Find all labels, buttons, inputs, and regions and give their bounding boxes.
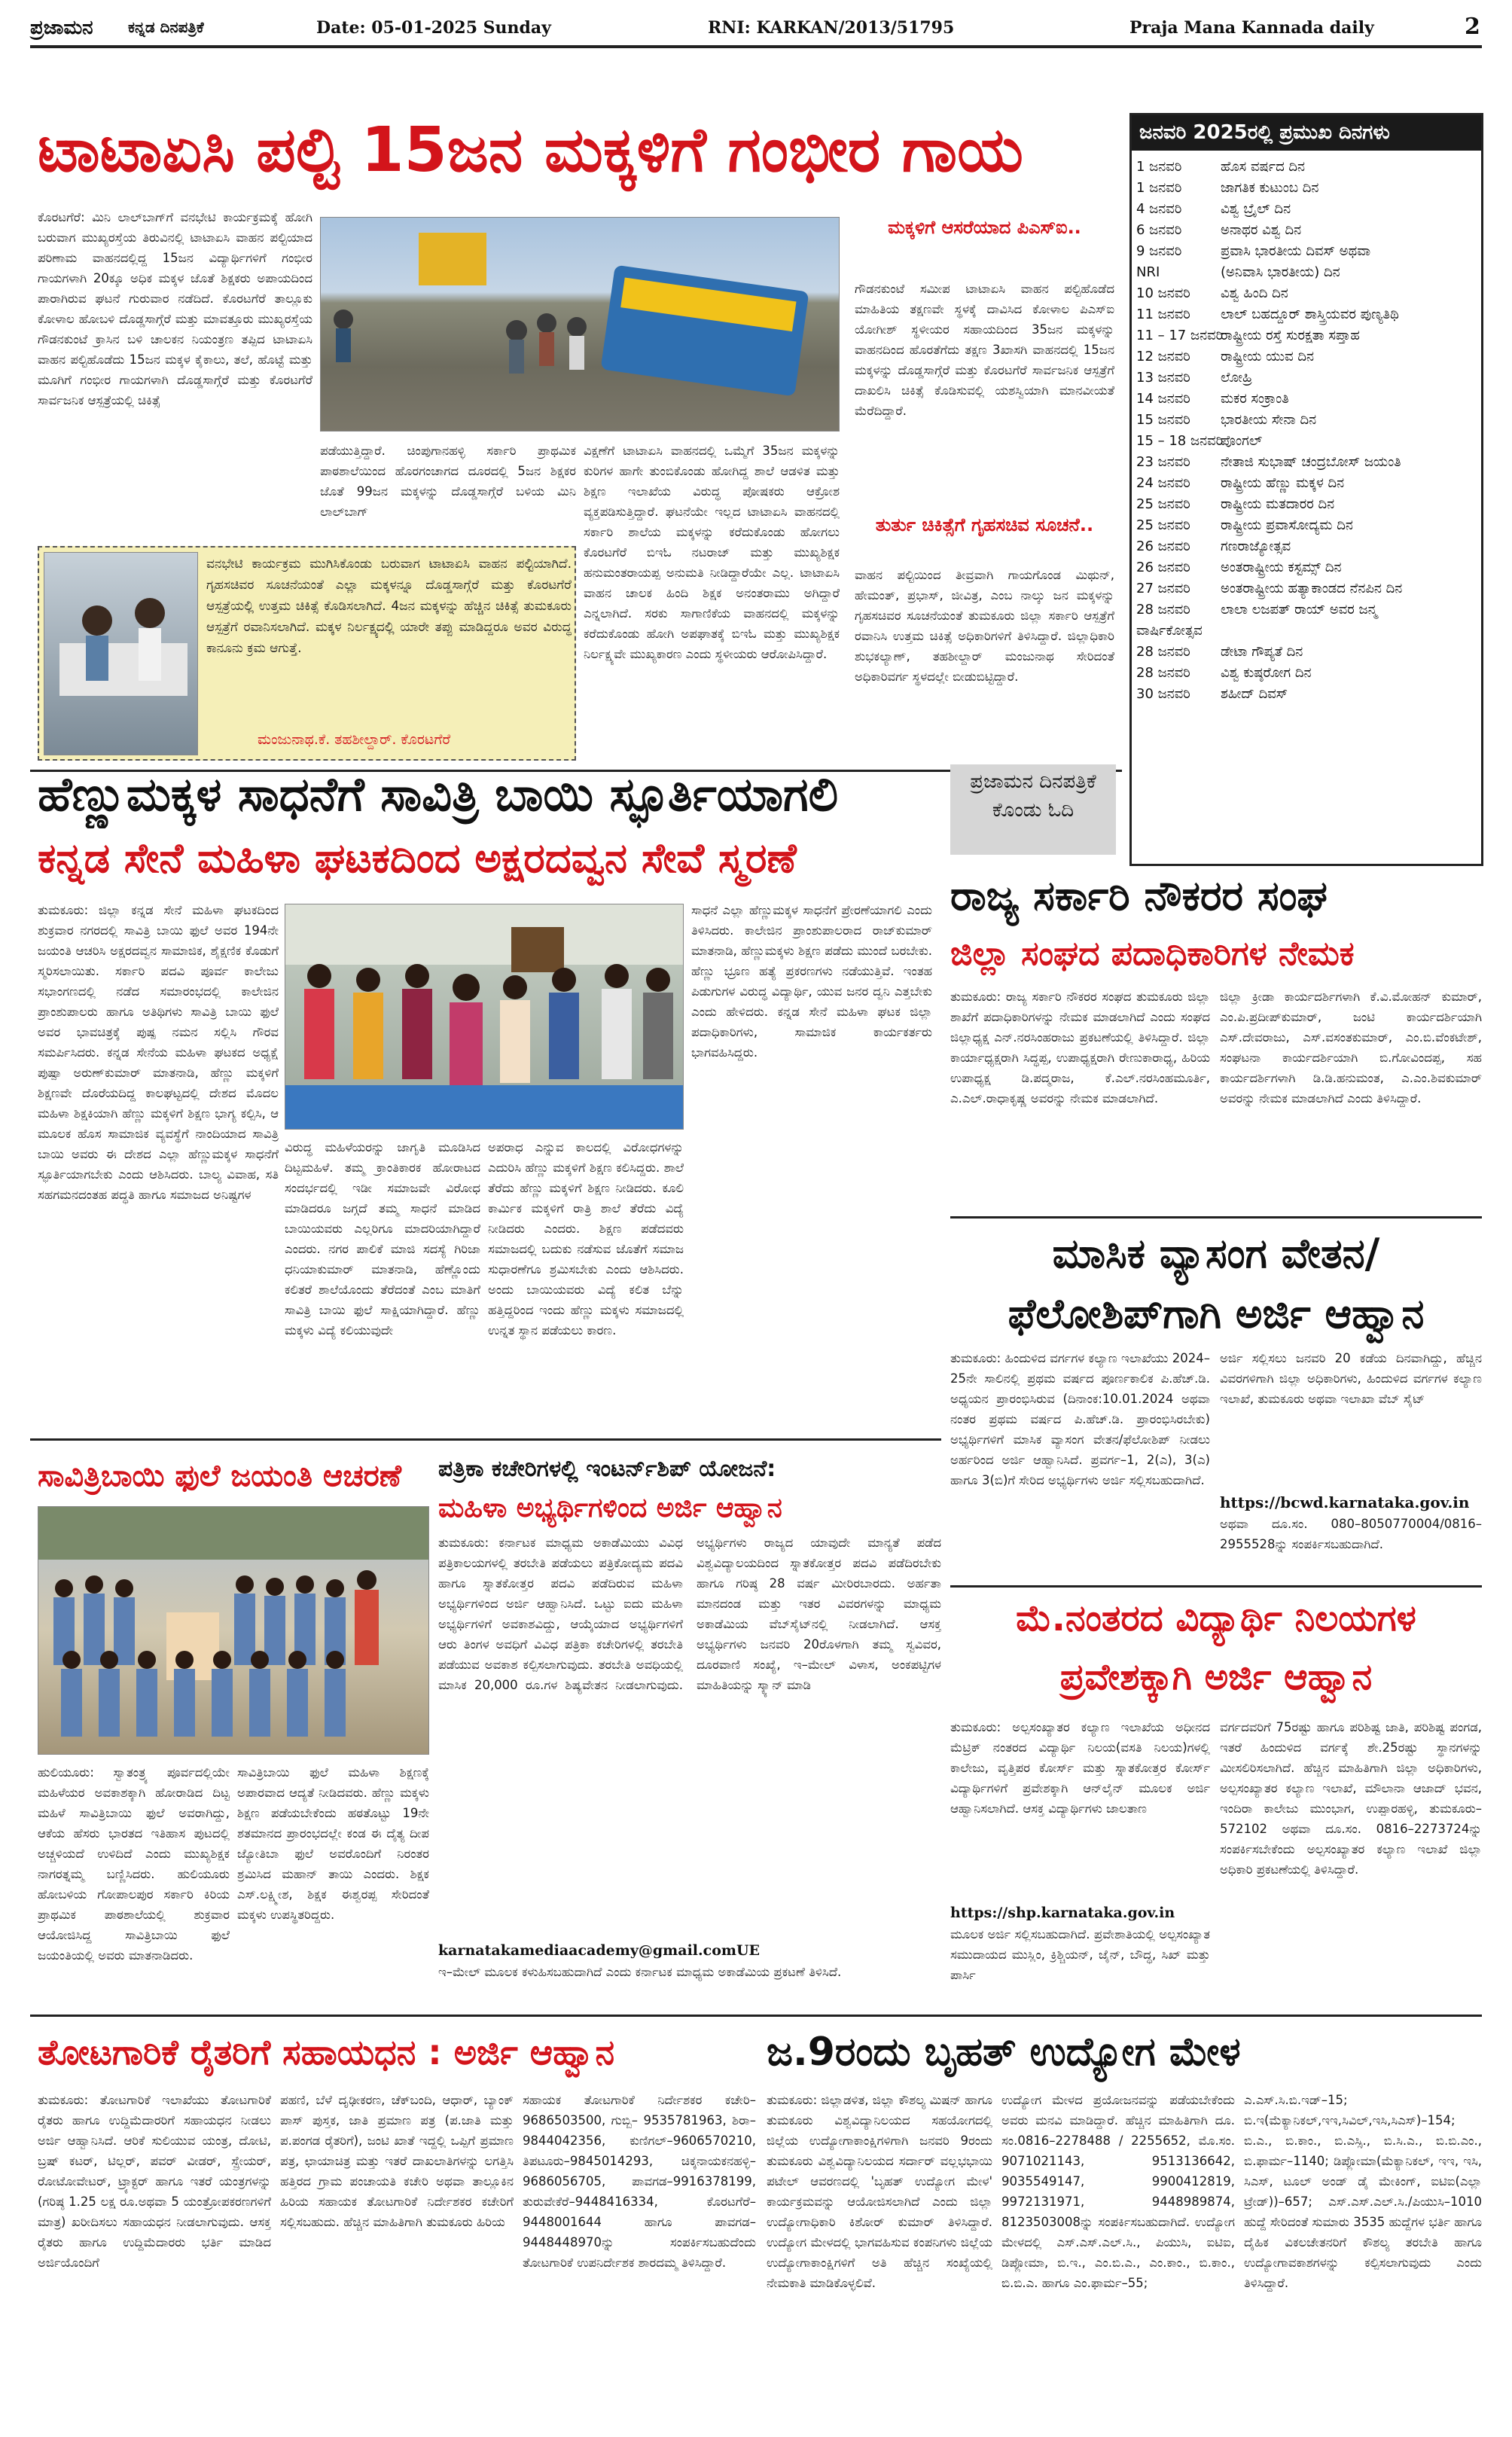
- calendar-date: 15 – 18 ಜನವರಿ: [1136, 433, 1224, 449]
- calendar-date: 25 ಜನವರಿ: [1136, 496, 1190, 512]
- savitribai-event-photo: [285, 904, 684, 1130]
- story1-side-text2: ವಾಹನ ಪಲ್ಟಿಯಿಂದ ತೀವ್ರವಾಗಿ ಗಾಯಗೊಂಡ ಮಿಥುನ್, ಹೇಮಂತ್, ಪ್ರಭಾಸ್, ಜೀವಿತ್ರ, ಎಂಬ ನಾಲ್ಕು ಜನ ಮಕ್ಕಳನ್ನು ಗೃಹಸಚಿವರ ಸೂಚನೆಯಂತೆ ತುಮಕೂರು ಜಿಲ್ಲಾ ಸರ್ಕಾರಿ ಆಸ್ಪತ್ರೆಗೆ ರವಾನಿಸಿ ಉತ್ತಮ ಚಿಕಿತ್ಸೆ ಅಧಿಕಾರಿಗಳಿಗೆ ತಿಳಿಸಿದ್ದಾರೆ. ಜಿಲ್ಲಾಧಿಕಾರಿ ಶುಭಕಲ್ಯಾಣ್, ತಹಶೀಲ್ದಾರ್ ಮಂಜುನಾಥ ಸೇರಿದಂತೆ ಅಧಿಕಾರಿವರ್ಗ ಸ್ಥಳದಲ್ಲೇ ಬೀಡುಬಿಟ್ಟಿದ್ದಾರೆ.: [855, 568, 1114, 684]
- story5-col1: ತುಮಕೂರು: ಅಲ್ಪಸಂಖ್ಯಾತರ ಕಲ್ಯಾಣ ಇಲಾಖೆಯ ಅಧೀನದ ಮೆಟ್ರಿಕ್ ನಂತರದ ವಿದ್ಯಾರ್ಥಿ ನಿಲಯ(ವಸತಿ ನಿಲಯ)ಗಳಲ್ಲಿ ಕಾಲೇಜು, ವೃತ್ತಿಪರ ಕೋರ್ಸ್ ಮತ್ತು ಸ್ನಾತಕೋತ್ತರ ಕೋರ್ಸ್ ವಿದ್ಯಾರ್ಥಿಗಳಿಗೆ ಪ್ರವೇಶಕ್ಕಾಗಿ ಆನ್‌ಲೈನ್ ಮೂಲಕ ಅರ್ಜಿ ಆಹ್ವಾನಿಸಲಾಗಿದೆ. ಆಸಕ್ತ ವಿದ್ಯಾರ್ಥಿಗಳು ಜಾಲತಾಣ: [950, 1720, 1210, 1816]
- accident-photo: [320, 217, 840, 432]
- school-children-photo: [38, 1506, 429, 1755]
- calendar-row: [1132, 304, 1481, 325]
- story5-col2: ವರ್ಗದವರಿಗೆ 75ರಷ್ಟು ಹಾಗೂ ಪರಿಶಿಷ್ಟ ಜಾತಿ, ಪರಿಶಿಷ್ಟ ಪಂಗಡ, ಇತರೆ ಹಿಂದುಳಿದ ವರ್ಗಕ್ಕೆ ಶೇ.25ರಷ್ಟು ಸ್ಥಾನಗಳನ್ನು ಮೀಸಲಿರಿಸಲಾಗಿದೆ. ಹೆಚ್ಚಿನ ಮಾಹಿತಿಗಾಗಿ ಜಿಲ್ಲಾ ಅಧಿಕಾರಿಗಳು, ಅಲ್ಪಸಂಖ್ಯಾತರ ಕಲ್ಯಾಣ ಇಲಾಖೆ, ಮೌಲಾನಾ ಆಜಾದ್ ಭವನ, ಇಂದಿರಾ ಕಾಲೇಜು ಮುಂಭಾಗ, ಉಪ್ಪಾರಹಳ್ಳಿ, ತುಮಕೂರು–572102 ಅಥವಾ ದೂ.ಸಂ. 0816–2273724ನ್ನು ಸಂಪರ್ಕಿಸಬೇಕೆಂದು ಅಲ್ಪಸಂಖ್ಯಾತರ ಕಲ್ಯಾಣ ಇಲಾಖೆ ಜಿಲ್ಲಾ ಅಧಿಕಾರಿ ಪ್ರಕಟಣೆಯಲ್ಲಿ ತಿಳಿಸಿದ್ದಾರೆ.: [1220, 1720, 1482, 1877]
- calendar-row: [1132, 368, 1481, 389]
- calendar-row: [1132, 621, 1481, 642]
- calendar-event: ಲೋಹ್ರಿ: [1221, 370, 1253, 386]
- calendar-date: 24 ಜನವರಿ: [1136, 475, 1190, 491]
- calendar-event: ಅಂತರಾಷ್ಟ್ರೀಯ ಹತ್ಯಾಕಾಂಡದ ನೆನಪಿನ ದಿನ: [1221, 581, 1403, 596]
- story1-quote-byline: ಮಂಜುನಾಥ.ಕೆ. ತಹಶೀಲ್ದಾರ್. ಕೊರಟಗೆರೆ: [258, 731, 451, 748]
- calendar-row: [1132, 157, 1481, 178]
- calendar-event: ಗಣರಾಜ್ಯೋತ್ಸವ: [1221, 538, 1291, 554]
- story1-quote-box: [38, 546, 576, 761]
- calendar-row: [1132, 283, 1481, 304]
- calendar-date: 13 ಜನವರಿ: [1136, 370, 1190, 386]
- story9-col1: ತುಮಕೂರು: ಜಿಲ್ಲಾಡಳಿತ, ಜಿಲ್ಲಾ ಕೌಶಲ್ಯ ಮಿಷನ್ ಹಾಗೂ ತುಮಕೂರು ವಿಶ್ವವಿದ್ಯಾನಿಲಯದ ಸಹಯೋಗದಲ್ಲಿ ಜಿಲ್ಲೆಯ ಉದ್ಯೋಗಾಕಾಂಕ್ಷಿಗಳಿಗಾಗಿ ಜನವರಿ 9ರಂದು ತುಮಕೂರು ವಿಶ್ವವಿದ್ಯಾನಿಲಯದ ಸರ್ದಾರ್ ವಲ್ಲಭಭಾಯಿ ಪಟೇಲ್ ಆವರಣದಲ್ಲಿ 'ಬೃಹತ್ ಉದ್ಯೋಗ ಮೇಳ' ಕಾರ್ಯಕ್ರಮವನ್ನು ಆಯೋಜಿಸಲಾಗಿದೆ ಎಂದು ಜಿಲ್ಲಾ ಉದ್ಯೋಗಾಧಿಕಾರಿ ಕಿಶೋರ್ ಕುಮಾರ್ ತಿಳಿಸಿದ್ದಾರೆ. ಉದ್ಯೋಗ ಮೇಳದಲ್ಲಿ ಭಾಗವಹಿಸುವ ಕಂಪನಿಗಳು ಜಿಲ್ಲೆಯ ಉದ್ಯೋಗಾಕಾಂಕ್ಷಿಗಳಿಗೆ ಅತಿ ಹೆಚ್ಚಿನ ಸಂಖ್ಯೆಯಲ್ಲಿ ನೇಮಕಾತಿ ಮಾಡಿಕೊಳ್ಳಲಿವೆ.: [767, 2093, 992, 2290]
- calendar-event: ವಿಶ್ವ ಕುಷ್ಠರೋಗ ದಿನ: [1221, 665, 1312, 681]
- story4-col1: ತುಮಕೂರು: ಹಿಂದುಳಿದ ವರ್ಗಗಳ ಕಲ್ಯಾಣ ಇಲಾಖೆಯು 2024–25ನೇ ಸಾಲಿನಲ್ಲಿ ಪ್ರಥಮ ವರ್ಷದ ಪೂರ್ಣಕಾಲಿಕ ಪಿ.ಹೆಚ್.ಡಿ. ಅಧ್ಯಯನ ಪ್ರಾರಂಭಿಸಿರುವ (ದಿನಾಂಕ:10.01.2024 ಅಥವಾ ನಂತರ ಪ್ರಥಮ ವರ್ಷದ ಪಿ.ಹೆಚ್.ಡಿ. ಪ್ರಾರಂಭಿಸಿರಬೇಕು) ಅಭ್ಯರ್ಥಿಗಳಿಗೆ ಮಾಸಿಕ ವ್ಯಾಸಂಗ ವೇತನ/ಫೆಲೋಶಿಪ್ ನೀಡಲು ಅರ್ಹರಿಂದ ಅರ್ಜಿ ಆಹ್ವಾನಿಸಿದೆ. ಪ್ರವರ್ಗ–1, 2(ಎ), 3(ಎ) ಹಾಗೂ 3(ಬಿ)ಗೆ ಸೇರಿದ ಅಭ್ಯರ್ಥಿಗಳು ಅರ್ಜಿ ಸಲ್ಲಿಸಬಹುದಾಗಿದೆ.: [950, 1351, 1210, 1487]
- calendar-event: ರಾಷ್ಟ್ರೀಯ ಯುವ ದಿನ: [1221, 349, 1315, 364]
- calendar-event: ರಾಷ್ಟ್ರೀಯ ರಸ್ತೆ ಸುರಕ್ಷತಾ ಸಪ್ತಾಹ: [1221, 328, 1360, 343]
- calendar-event: ಡೇಟಾ ಗೌಪ್ಯತೆ ದಿನ: [1221, 644, 1303, 660]
- story5-col1b: ಮೂಲಕ ಅರ್ಜಿ ಸಲ್ಲಿಸಬಹುದಾಗಿದೆ. ಪ್ರವೇಶಾತಿಯಲ್ಲಿ ಅಲ್ಪಸಂಖ್ಯಾತ ಸಮುದಾಯದ ಮುಸ್ಲಿಂ, ಕ್ರಿಶ್ಚಿಯನ್, ಜೈನ್, ಬೌದ್ಧ, ಸಿಖ್ ಮತ್ತು ಪಾರ್ಸಿ: [950, 1927, 1210, 1982]
- calendar-date: 11 – 17 ಜನವರಿ: [1136, 328, 1224, 343]
- story4-headline: ಮಾಸಿಕ ವ್ಯಾಸಂಗ ವೇತನ/ ಫೆಲೋಶಿಪ್‌ಗಾಗಿ ಅರ್ಜಿ ಆಹ್ವಾನ: [1007, 1230, 1425, 1337]
- calendar-date: 23 ಜನವರಿ: [1136, 454, 1190, 470]
- story7-headline: ಪತ್ರಿಕಾ ಕಚೇರಿಗಳಲ್ಲಿ ಇಂಟರ್ನ್‌ಶಿಪ್ ಯೋಜನೆ:: [438, 1456, 776, 1482]
- story1-side-text: ಗೌಡನಕುಂಟೆ ಸಮೀಪ ಟಾಟಾಏಸಿ ವಾಹನ ಪಲ್ಟಿಹೊಡೆದ ಮಾಹಿತಿಯ ತಕ್ಷಣವೇ ಸ್ಥಳಕ್ಕೆ ದಾವಿಸಿದ ಕೋಳಾಲ ಪಿಎಸ್ಐ ಯೋಗೀಶ್ ಸ್ಥಳೀಯರ ಸಹಾಯದಿಂದ 35ಜನ ಮಕ್ಕಳನ್ನು ವಾಹನದಿಂದ ಹೊರತೆಗೆದು ತಕ್ಷಣ 3ಖಾಸಗಿ ವಾಹನದಲ್ಲಿ 15ಜನ ಮಕ್ಕಳನ್ನು ದೊಡ್ಡಸಾಗ್ಗೆರೆ ಮತ್ತು ಕೊರಟಗೆರೆ ಸಾರ್ವಜನಿಕ ಆಸ್ಪತ್ರೆಗೆ ದಾಖಲಿಸಿ ಚಿಕಿತ್ಸೆ ಕೊಡಿಸುವಲ್ಲಿ ಯಶಸ್ವಿಯಾಗಿ ಮಾನವೀಯತೆ ಮೆರೆದಿದ್ದಾರೆ.: [855, 282, 1114, 418]
- masthead: [30, 14, 1483, 44]
- calendar-date: 14 ಜನವರಿ: [1136, 391, 1190, 407]
- calendar-event: ವಿಶ್ವ ಬ್ರೈಲ್ ದಿನ: [1221, 201, 1291, 217]
- story2-subhead: ಕನ್ನಡ ಸೇನೆ ಮಹಿಳಾ ಘಟಕದಿಂದ ಅಕ್ಷರದವ್ವನ ಸೇವೆ ಸ್ಮರಣೆ: [38, 834, 797, 882]
- calendar-event: ರಾಷ್ಟ್ರೀಯ ಪ್ರವಾಸೋದ್ಯಮ ದಿನ: [1221, 517, 1353, 533]
- calendar-event: ಮಕರ ಸಂಕ್ರಾಂತಿ: [1221, 391, 1289, 407]
- calendar-event: ಲಾಲ್ ಬಹದ್ದೂರ್ ಶಾಸ್ತ್ರಿಯವರ ಪುಣ್ಯತಿಥಿ: [1221, 307, 1399, 322]
- calendar-date: 30 ಜನವರಿ: [1136, 686, 1190, 702]
- story4-col2-wrap: [1220, 1348, 1482, 1581]
- story3-subhead: ಜಿಲ್ಲಾ ಸಂಘದ ಪದಾಧಿಕಾರಿಗಳ ನೇಮಕ: [950, 935, 1355, 973]
- calendar-row: [1132, 663, 1481, 684]
- calendar-row: [1132, 325, 1481, 346]
- calendar-date: 28 ಜನವರಿ: [1136, 665, 1190, 681]
- story1-col2: ಪಡೆಯುತ್ತಿದ್ದಾರೆ. ಚಿಂಪುಗಾನಹಳ್ಳಿ ಸರ್ಕಾರಿ ಪ್ರಾಥಮಿಕ ಪಾಠಶಾಲೆಯಿಂದ ಹೊರಗಂಚಾಗದ ದೂರದಲ್ಲಿ 5ಜನ ಶಿಕ್ಷಕರ ಜೊತೆ 99ಜನ ಮಕ್ಕಳನ್ನು ದೊಡ್ಡಸಾಗ್ಗೆರೆ ಬಳಿಯ ಮಿನಿ ಲಾಲ್‌ಬಾಗ್: [320, 444, 576, 519]
- calendar-event: ಲಾಲಾ ಲಜಪತ್ ರಾಯ್ ಅವರ ಜನ್ಮ: [1221, 602, 1378, 618]
- story3-col1: ತುಮಕೂರು: ರಾಜ್ಯ ಸರ್ಕಾರಿ ನೌಕರರ ಸಂಘದ ತುಮಕೂರು ಜಿಲ್ಲಾ ಶಾಖೆಗೆ ಪದಾಧಿಕಾರಿಗಳನ್ನು ನೇಮಕ ಮಾಡಲಾಗಿದೆ ಎಂದು ಸಂಘದ ಜಿಲ್ಲಾಧ್ಯಕ್ಷ ಎನ್.ನರಸಿಂಹರಾಜು ಪ್ರಕಟಣೆಯಲ್ಲಿ ತಿಳಿಸಿದ್ದಾರೆ. ಜಿಲ್ಲಾ ಕಾರ್ಯಾಧ್ಯಕ್ಷರಾಗಿ ಸಿದ್ಧಪ್ಪ, ಉಪಾಧ್ಯಕ್ಷರಾಗಿ ರೇಣುಕಾರಾಧ್ಯ, ಹಿರಿಯ ಉಪಾಧ್ಯಕ್ಷ ಡಿ.ಪದ್ಮರಾಜ, ಕೆ.ಎಲ್.ನರಸಿಂಹಮೂರ್ತಿ, ಎ.ಎಲ್.ರಾಧಾಕೃಷ್ಣ ಅವರನ್ನು ನೇಮಕ ಮಾಡಲಾಗಿದೆ.: [950, 990, 1210, 1106]
- calendar-date: 11 ಜನವರಿ: [1136, 307, 1190, 322]
- story4-url[interactable]: https://bcwd.karnataka.gov.in: [1220, 1493, 1470, 1511]
- story6-col2: ಸಾವಿತ್ರಿಬಾಯಿ ಫುಲೆ ಮಹಿಳಾ ಶಿಕ್ಷಣಕ್ಕೆ ಅಪಾರವಾದ ಆದ್ಯತೆ ನೀಡಿದವರು. ಹೆಣ್ಣು ಮಕ್ಕಳು ಶಿಕ್ಷಣ ಪಡೆಯಬೇಕೆಂದು ಹಠತೊಟ್ಟು 19ನೇ ಶತಮಾನದ ಪ್ರಾರಂಭದಲ್ಲೇ ಕಂಡ ಈ ದೈತ್ಯ ದೀಪ ಜ್ಯೋತಿಬಾ ಫುಲೆ ಅವರೊಂದಿಗೆ ನಿರಂತರ ಶ್ರಮಿಸಿದ ಮಹಾನ್ ತಾಯಿ ಎಂದರು. ಶಿಕ್ಷಕ ಎಸ್.ಲಕ್ಷ್ಮೀಶ, ಶಿಕ್ಷಕ ಈಶ್ವರಪ್ಪ ಸೇರಿದಂತೆ ಮಕ್ಕಳು ಉಪಸ್ಥಿತರಿದ್ದರು.: [237, 1765, 429, 1922]
- masthead-rni: RNI: KARKAN/2013/51795: [708, 18, 955, 38]
- calendar-row: [1132, 178, 1481, 199]
- calendar-row: [1132, 473, 1481, 494]
- story6-headline: ಸಾವಿತ್ರಿಬಾಯಿ ಫುಲೆ ಜಯಂತಿ ಆಚರಣೆ: [38, 1459, 401, 1493]
- calendar-row: [1132, 199, 1481, 220]
- calendar-row: [1132, 515, 1481, 536]
- masthead-date: Date: 05-01-2025 Sunday: [316, 18, 551, 38]
- story9-col3: ಎ.ಎಸ್.ಸಿ.ಬಿ.ಇಡ್–15; ಬಿ.ಇ(ಮೆಕ್ಯಾನಿಕಲ್,ಇಇ,ಸಿವಿಲ್,ಇಸಿ,ಸಿಎಸ್)–154; ಬಿ.ಎ., ಬಿ.ಕಾಂ., ಬಿ.ಎಸ್ಸಿ., ಬಿ.ಸಿ.ಎ., ಬಿ.ಬಿ.ಎಂ., ಬಿ.ಫಾರ್ಮ–1140; ಡಿಪ್ಲೋಮಾ(ಮೆಕ್ಯಾನಿಕಲ್, ಇಇ, ಇಸಿ, ಸಿಎಸ್, ಟೂಲ್ ಅಂಡ್ ಡೈ ಮೇಕಿಂಗ್, ಐಟಿಐ(ಎಲ್ಲಾ ಟ್ರೇಡ್))–657; ಎಸ್.ಎಸ್.ಎಲ್.ಸಿ./ಪಿಯುಸಿ–1010 ಹುದ್ದೆ ಸೇರಿದಂತೆ ಸುಮಾರು 3535 ಹುದ್ದೆಗಳ ಭರ್ತಿ ಹಾಗೂ ದೈಹಿಕ ವಿಕಲಚೇತನರಿಗೆ ಕೌಶಲ್ಯ ತರಬೇತಿ ಹಾಗೂ ಉದ್ಯೋಗಾವಕಾಶಗಳನ್ನು ಕಲ್ಪಿಸಲಾಗುವುದು ಎಂದು ತಿಳಿಸಿದ್ದಾರೆ.: [1244, 2093, 1482, 2290]
- calendar-event: ಶಹೀದ್ ದಿವಸ್: [1221, 686, 1288, 702]
- reader-box: ಪ್ರಜಾಮನ ದಿನಪತ್ರಿಕೆ ಕೊಂಡು ಓದಿ: [950, 764, 1116, 855]
- calendar-event: [1221, 621, 1481, 642]
- story1-headline: ಟಾಟಾಏಸಿ ಪಲ್ಟಿ 15ಜನ ಮಕ್ಕಳಿಗೆ ಗಂಭೀರ ಗಾಯ: [38, 114, 1023, 186]
- calendar-event: ಪೊಂಗಲ್: [1221, 433, 1263, 449]
- story9-headline: ಜ.9ರಂದು ಬೃಹತ್ ಉದ್ಯೋಗ ಮೇಳ: [767, 2030, 1241, 2075]
- calendar-event: ಪ್ರವಾಸಿ ಭಾರತೀಯ ದಿವಸ್ ಅಥವಾ: [1221, 243, 1371, 259]
- story8-col2: ಪಹಣಿ, ಬೆಳೆ ದೃಢೀಕರಣ, ಚೆಕ್‌ಬಂದಿ, ಆಧಾರ್, ಬ್ಯಾಂಕ್ ಪಾಸ್ ಪುಸ್ತಕ, ಜಾತಿ ಪ್ರಮಾಣ ಪತ್ರ (ಪ.ಜಾತಿ ಮತ್ತು ಪ.ಪಂಗಡ ರೈತರಿಗೆ), ಜಂಟಿ ಖಾತೆ ಇದ್ದಲ್ಲಿ ಒಪ್ಪಿಗೆ ಪ್ರಮಾಣ ಪತ್ರ, ಛಾಯಾಚಿತ್ರ ಮತ್ತು ಇತರೆ ದಾಖಲಾತಿಗಳನ್ನು ಲಗತ್ತಿಸಿ ಹತ್ತಿರದ ಗ್ರಾಮ ಪಂಚಾಯತಿ ಕಚೇರಿ ಅಥವಾ ತಾಲ್ಲೂಕಿನ ಹಿರಿಯ ಸಹಾಯಕ ತೋಟಗಾರಿಕೆ ನಿರ್ದೇಶಕರ ಕಚೇರಿಗೆ ಸಲ್ಲಿಸಬಹುದು. ಹೆಚ್ಚಿನ ಮಾಹಿತಿಗಾಗಿ ತುಮಕೂರು ಹಿರಿಯ: [280, 2093, 514, 2229]
- hospital-photo: [44, 552, 198, 755]
- calendar-row: [1132, 241, 1481, 262]
- story7-col1: ತುಮಕೂರು: ಕರ್ನಾಟಕ ಮಾಧ್ಯಮ ಅಕಾಡೆಮಿಯು ವಿವಿಧ ಪತ್ರಿಕಾಲಯಗಳಲ್ಲಿ ತರಬೇತಿ ಪಡೆಯಲು ಪತ್ರಿಕೋದ್ಯಮ ಪದವಿ ಹಾಗೂ ಸ್ನಾತಕೋತ್ತರ ಪದವಿ ಪಡೆದಿರುವ ಮಹಿಳಾ ಅಭ್ಯರ್ಥಿಗಳಿಂದ ಅರ್ಜಿ ಆಹ್ವಾನಿಸಿದೆ. ಒಟ್ಟು ಐದು ಮಹಿಳಾ ಅಭ್ಯರ್ಥಿಗಳಿಗೆ ಅವಕಾಶವಿದ್ದು, ಆಯ್ಕೆಯಾದ ಅಭ್ಯರ್ಥಿಗಳಿಗೆ ಆರು ತಿಂಗಳ ಅವಧಿಗೆ ವಿವಿಧ ಪತ್ರಿಕಾ ಕಚೇರಿಗಳಲ್ಲಿ ತರಬೇತಿ ಪಡೆಯುವ ಅವಕಾಶ ಕಲ್ಪಿಸಲಾಗುವುದು. ತರಬೇತಿ ಅವಧಿಯಲ್ಲಿ ಮಾಸಿಕ 20,000 ರೂ.ಗಳ ಶಿಷ್ಯವೇತನ ನೀಡಲಾಗುವುದು. ಅಭ್ಯರ್ಥಿಗಳು ರಾಜ್ಯದ ಯಾವುದೇ ಮಾನ್ಯತೆ ಪಡೆದ ವಿಶ್ವವಿದ್ಯಾಲಯದಿಂದ ಸ್ನಾತಕೋತ್ತರ ಪದವಿ ಪಡೆದಿರಬೇಕು ಹಾಗೂ ಗರಿಷ್ಠ 28 ವರ್ಷ ಮೀರಿರಬಾರದು. ಅರ್ಹತಾ ಮಾನದಂಡ ಮತ್ತು ಇತರ ವಿವರಗಳನ್ನು ಮಾಧ್ಯಮ ಅಕಾಡೆಮಿಯ ವೆಬ್‌ಸೈಟ್‌ನಲ್ಲಿ ನೀಡಲಾಗಿದೆ. ಆಸಕ್ತ ಅಭ್ಯರ್ಥಿಗಳು ಜನವರಿ 20ರೊಳಗಾಗಿ ತಮ್ಮ ಸ್ವವಿವರ, ದೂರವಾಣಿ ಸಂಖ್ಯೆ, ಇ–ಮೇಲ್ ವಿಳಾಸ, ಅಂಕಪಟ್ಟಿಗಳ ಮಾಹಿತಿಯನ್ನು ಸ್ಕ್ಯಾನ್ ಮಾಡಿ: [438, 1536, 941, 1692]
- calendar-row: [1132, 642, 1481, 663]
- calendar-date: 10 ಜನವರಿ: [1136, 285, 1190, 301]
- calendar-date: 25 ಜನವರಿ: [1136, 517, 1190, 533]
- story2-col4: ಸಾಧನೆ ಎಲ್ಲಾ ಹೆಣ್ಣುಮಕ್ಕಳ ಸಾಧನೆಗೆ ಪ್ರೇರಣೆಯಾಗಲಿ ಎಂದು ತಿಳಿಸಿದರು. ಕಾಲೇಜಿನ ಪ್ರಾಂಶುಪಾಲರಾದ ರಾಜ್‌ಕುಮಾರ್ ಮಾತನಾಡಿ, ಹೆಣ್ಣುಮಕ್ಕಳು ಶಿಕ್ಷಣ ಪಡೆದು ಮುಂದೆ ಬರಬೇಕು. ಹೆಣ್ಣು ಭ್ರೂಣ ಹತ್ಯೆ ಪ್ರಕರಣಗಳು ನಡೆಯುತ್ತಿವೆ. ಇಂತಹ ಪಿಡುಗುಗಳ ವಿರುದ್ಧ ವಿದ್ಯಾರ್ಥಿ, ಯುವ ಜನರ ದ್ವನಿ ಎತ್ತಬೇಕು ಎಂದು ಹೇಳಿದರು. ಕನ್ನಡ ಸೇನೆ ಮಹಿಳಾ ಘಟಕ ಜಿಲ್ಲಾ ಪದಾಧಿಕಾರಿಗಳು, ಸಾಮಾಜಿಕ ಕಾರ್ಯಕರ್ತರು ಭಾಗವಹಿಸಿದ್ದರು.: [691, 903, 932, 1060]
- story1-side-head2: ತುರ್ತು ಚಿಕಿತ್ಸೆಗೆ ಗೃಹಸಚಿವ ಸೂಚನೆ..: [875, 514, 1094, 535]
- calendar-date: 28 ಜನವರಿ: [1136, 602, 1190, 618]
- calendar-date: 6 ಜನವರಿ: [1136, 222, 1182, 238]
- story1-quote-text: ವನಭೇಟಿ ಕಾರ್ಯಕ್ರಮ ಮುಗಿಸಿಕೊಂಡು ಬರುವಾಗ ಟಾಟಾಏಸಿ ವಾಹನ ಪಲ್ಟಿಯಾಗಿದೆ. ಗೃಹಸಚಿವರ ಸೂಚನೆಯಂತೆ ಎಲ್ಲಾ ಮಕ್ಕಳನ್ನೂ ದೊಡ್ಡಸಾಗ್ಗೆರೆ ಮತ್ತು ಕೊರಟಗೆರೆ ಆಸ್ಪತ್ರೆಯಲ್ಲಿ ಉತ್ತಮ ಚಿಕಿತ್ಸೆ ಕೊಡಿಸಲಾಗಿದೆ. 4ಜನ ಮಕ್ಕಳನ್ನು ಹೆಚ್ಚಿನ ಚಿಕಿತ್ಸೆ ತುಮಕೂರು ಆಸ್ಪತ್ರೆಗೆ ರವಾನಿಸಲಾಗಿದೆ. ಮಕ್ಕಳ ನಿರ್ಲಕ್ಷ್ಯದಲ್ಲಿ ಯಾರೇ ತಪ್ಪು ಮಾಡಿದ್ದರೂ ಅವರ ವಿರುದ್ಧ ಕಾನೂನು ಕ್ರಮ ಆಗುತ್ತೆ.: [206, 557, 572, 656]
- story9-col2: ಉದ್ಯೋಗ ಮೇಳದ ಪ್ರಯೋಜನವನ್ನು ಪಡೆಯಬೇಕೆಂದು ಅವರು ಮನವಿ ಮಾಡಿದ್ದಾರೆ. ಹೆಚ್ಚಿನ ಮಾಹಿತಿಗಾಗಿ ದೂ. ಸಂ.0816–2278488 / 2255652, ಮೊ.ಸಂ. 9071021143, 9513136642, 9035549147, 9900412819, 9972131971, 9448989874, 8123503008ನ್ನು ಸಂಪರ್ಕಿಸಬಹುದಾಗಿದೆ. ಉದ್ಯೋಗ ಮೇಳದಲ್ಲಿ ಎಸ್.ಎಸ್.ಎಲ್.ಸಿ., ಪಿಯುಸಿ, ಐಟಿಐ, ಡಿಪ್ಲೋಮಾ, ಬಿ.ಇ., ಎಂ.ಬಿ.ಎ., ಎಂ.ಕಾಂ., ಬಿ.ಕಾಂ., ಬಿ.ಬಿ.ಎ. ಹಾಗೂ ಎಂ.ಫಾರ್ಮ–55;: [1001, 2093, 1235, 2290]
- story5-col1-wrap: [950, 1717, 1210, 2011]
- masthead-tagline: ಕನ್ನಡ ದಿನಪತ್ರಿಕೆ: [128, 18, 204, 36]
- calendar-date: 26 ಜನವರಿ: [1136, 538, 1190, 554]
- story4-phone: ಅಥವಾ ದೂ.ಸಂ. 080–8050770004/0816–2955528ನ್ನು ಸಂಪರ್ಕಿಸಬಹುದಾಗಿದೆ.: [1220, 1517, 1482, 1551]
- calendar-event: (ಅನಿವಾಸಿ ಭಾರತೀಯ) ದಿನ: [1221, 264, 1340, 280]
- story1-col3: ವಿಕ್ಷಣೆಗೆ ಟಾಟಾಏಸಿ ವಾಹನದಲ್ಲಿ ಒಮ್ಮೆಗೆ 35ಜನ ಮಕ್ಕಳನ್ನು ಕುರಿಗಳ ಹಾಗೇ ತುಂಬಿಕೊಂಡು ಹೋಗಿದ್ದ ಶಾಲೆ ಆಡಳಿತ ಮತ್ತು ಶಿಕ್ಷಣ ಇಲಾಖೆಯ ವಿರುದ್ಧ ಪೋಷಕರು ಆಕ್ರೋಶ ವ್ಯಕ್ತಪಡಿಸುತ್ತಿದ್ದಾರೆ. ಘಟನೆಯೇ ಇಲ್ಲದ ಟಾಟಾಏಸಿ ವಾಹನದಲ್ಲಿ ಸರ್ಕಾರಿ ಶಾಲೆಯ ಮಕ್ಕಳನ್ನು ಕರೆದುಕೊಂಡು ಹೋಗಲು ಕೊರಟಗೆರೆ ಬಿಇಓ ನಟರಾಜ್ ಮತ್ತು ಮುಖ್ಯಶಿಕ್ಷಕ ಹನುಮಂತರಾಯಪ್ಪ ಅನುಮತಿ ನೀಡಿದ್ದಾರೆಯೇ ಎಲ್ಲ. ಟಾಟಾಏಸಿ ವಾಹನ ಚಾಲಕ ಹಿಂದಿ ಶಿಕ್ಷಕ ಅನಂತರಾಮು ಅಗಿದ್ದಾರೆ ಎನ್ನಲಾಗಿದೆ. ಸರಕು ಸಾಗಾಣಿಕೆಯ ವಾಹನದಲ್ಲಿ ಮಕ್ಕಳನ್ನು ಕರೆದುಕೊಂಡು ಹೋಗಿ ಅಪಘಾತಕ್ಕೆ ಬಿಇಓ ಮತ್ತು ಮುಖ್ಯಶಿಕ್ಷಕ ನಿರ್ಲಕ್ಷ್ಯವೇ ಮುಖ್ಯಕಾರಣ ಎಂದು ಸ್ಥಳೀಯರು ಆರೋಪಿಸಿದ್ದಾರೆ.: [584, 444, 840, 661]
- calendar-date: 4 ಜನವರಿ: [1136, 201, 1182, 217]
- story5-headline: ಮೆ.ನಂತರದ ವಿದ್ಯಾರ್ಥಿ ನಿಲಯಗಳ ಪ್ರವೇಶಕ್ಕಾಗಿ ಅರ್ಜಿ ಆಹ್ವಾನ: [1016, 1597, 1416, 1698]
- calendar-date: 9 ಜನವರಿ: [1136, 243, 1182, 259]
- calendar-row: [1132, 346, 1481, 368]
- calendar-date: 28 ಜನವರಿ: [1136, 644, 1190, 660]
- section-rule-5: [30, 2015, 1482, 2017]
- story7-subhead: ಮಹಿಳಾ ಅಭ್ಯರ್ಥಿಗಳಿಂದ ಅರ್ಜಿ ಆಹ್ವಾನ: [438, 1493, 782, 1524]
- story1-side-head: ಮಕ್ಕಳಿಗೆ ಆಸರೆಯಾದ ಪಿಎಸ್ಐ..: [888, 217, 1081, 238]
- calendar-row: [1132, 452, 1481, 473]
- story5-url[interactable]: https://shp.karnataka.gov.in: [950, 1905, 1175, 1921]
- calendar-date: 1 ಜನವರಿ: [1136, 180, 1182, 196]
- calendar-date: 27 ಜನವರಿ: [1136, 581, 1190, 596]
- calendar-row: [1132, 684, 1481, 705]
- calendar-row: [1132, 262, 1481, 283]
- calendar-event: ಅಂತರಾಷ್ಟ್ರೀಯ ಕಸ್ಟಮ್ಸ್ ದಿನ: [1221, 560, 1342, 575]
- story8-headline: ತೋಟಗಾರಿಕೆ ರೈತರಿಗೆ ಸಹಾಯಧನ : ಅರ್ಜಿ ಆಹ್ವಾನ: [38, 2032, 615, 2073]
- masthead-logo: ಪ್ರಜಾಮನ: [30, 17, 93, 39]
- story4-col2: ಅರ್ಜಿ ಸಲ್ಲಿಸಲು ಜನವರಿ 20 ಕಡೆಯ ದಿನವಾಗಿದ್ದು, ಹೆಚ್ಚಿನ ವಿವರಗಳಿಗಾಗಿ ಜಿಲ್ಲಾ ಅಧಿಕಾರಿಗಳು, ಹಿಂದುಳಿದ ವರ್ಗಗಳ ಕಲ್ಯಾಣ ಇಲಾಖೆ, ತುಮಕೂರು ಅಥವಾ ಇಲಾಖಾ ವೆಬ್ ಸೈಟ್: [1220, 1351, 1482, 1406]
- calendar-event: ಭಾರತೀಯ ಸೇನಾ ದಿನ: [1221, 412, 1317, 428]
- important-days-box: [1129, 113, 1483, 866]
- calendar-date: NRI: [1136, 264, 1160, 280]
- story2-col2: ವಿರುದ್ಧ ಮಹಿಳೆಯರನ್ನು ಜಾಗೃತಿ ಮೂಡಿಸಿದ ದಿಟ್ಟಮಹಿಳೆ. ತಮ್ಮ ಕ್ರಾಂತಿಕಾರಕ ಹೋರಾಟದ ಸಂದರ್ಭದಲ್ಲಿ ಇಡೀ ಸಮಾಜವೇ ವಿರೋಧ ಮಾಡಿದರೂ ಜಗ್ಗದೆ ತಮ್ಮ ಸಾಧನೆ ಮಾಡಿದ ಬಾಯಿಯವರು ಎಲ್ಲರಿಗೂ ಮಾದರಿಯಾಗಿದ್ದಾರೆ ಎಂದರು. ನಗರ ಪಾಲಿಕೆ ಮಾಜಿ ಸದಸ್ಯೆ ಗಿರಿಜಾ ಧನಿಯಾಕುಮಾರ್ ಮಾತನಾಡಿ, ಹೆಣ್ಣೊಂದು ಕಲಿತರೆ ಶಾಲೆಯೊಂದು ತೆರೆದಂತೆ ಎಂಬ ಮಾತಿಗೆ ಸಾವಿತ್ರಿ ಬಾಯಿ ಫುಲೆ ಸಾಕ್ಷಿಯಾಗಿದ್ದಾರೆ. ಹೆಣ್ಣು ಮಕ್ಕಳು ವಿದ್ಯೆ ಕಲಿಯುವುದೇ: [285, 1140, 480, 1337]
- story3-col2: ಜಿಲ್ಲಾ ಕ್ರೀಡಾ ಕಾರ್ಯದರ್ಶಿಗಳಾಗಿ ಕೆ.ವಿ.ಮೋಹನ್ ಕುಮಾರ್, ಎಂ.ಪಿ.ಪ್ರದೀಪ್‌ಕುಮಾರ್, ಜಂಟಿ ಕಾರ್ಯದರ್ಶಿಯಾಗಿ ಎಸ್.ದೇವರಾಜು, ಎಸ್.ವಸಂತಕುಮಾರ್, ಎಂ.ಬಿ.ವೆಂಕಟೇಶ್, ಸಂಘಟನಾ ಕಾರ್ಯದರ್ಶಿಯಾಗಿ ಬಿ.ಗೋವಿಂದಪ್ಪ, ಸಹ ಕಾರ್ಯದರ್ಶಿಗಳಾಗಿ ಡಿ.ಡಿ.ಹನುಮಂತ, ಎ.ಎಂ.ಶಿವಕುಮಾರ್ ಅವರನ್ನು ನೇಮಕ ಮಾಡಲಾಗಿದೆ ಎಂದು ತಿಳಿಸಿದ್ದಾರೆ.: [1220, 990, 1482, 1106]
- story7-email[interactable]: karnatakamediaacademy@gmail.comUE: [438, 1942, 761, 1959]
- story2-col3: ಅಪರಾಧ ಎನ್ನುವ ಕಾಲದಲ್ಲಿ ವಿರೋಧಗಳನ್ನು ಎದುರಿಸಿ ಹೆಣ್ಣು ಮಕ್ಕಳಿಗೆ ಶಿಕ್ಷಣ ಕಲಿಸಿದ್ದರು. ಶಾಲೆ ತೆರೆದು ಹೆಣ್ಣು ಮಕ್ಕಳಿಗೆ ಶಿಕ್ಷಣ ನೀಡಿದರು. ಕೂಲಿ ಕಾರ್ಮಿಕ ಮಕ್ಕಳಿಗೆ ರಾತ್ರಿ ಶಾಲೆ ತೆರೆದು ವಿದ್ಯೆ ನೀಡಿದರು ಎಂದರು. ಶಿಕ್ಷಣ ಪಡೆದವರು ಸಮಾಜದಲ್ಲಿ ಬದುಕು ನಡೆಸುವ ಜೊತೆಗೆ ಸಮಾಜ ಸುಧಾರಣೆಗೂ ಶ್ರಮಿಸಬೇಕು ಎಂದು ಆಶಿಸಿದರು. ಅಂದು ಬಾಯಿಯವರು ವಿದ್ಯೆ ಕಲಿತ ಬೆನ್ನು ಹತ್ತಿದ್ದರಿಂದ ಇಂದು ಹೆಣ್ಣು ಮಕ್ಕಳು ಸಮಾಜದಲ್ಲಿ ಉನ್ನತ ಸ್ಥಾನ ಪಡೆಯಲು ಕಾರಣ.: [488, 1140, 684, 1337]
- story7-col-wrap: [438, 1533, 941, 2011]
- calendar-date: 12 ಜನವರಿ: [1136, 349, 1190, 364]
- section-rule-4: [950, 1585, 1482, 1588]
- calendar-row: [1132, 431, 1481, 452]
- calendar-row: [1132, 389, 1481, 410]
- story3-headline: ರಾಜ್ಯ ಸರ್ಕಾರಿ ನೌಕರರ ಸಂಘ: [950, 872, 1328, 920]
- story2-headline: ಹೆಣ್ಣುಮಕ್ಕಳ ಸಾಧನೆಗೆ ಸಾವಿತ್ರಿ ಬಾಯಿ ಸ್ಫೂರ್ತಿಯಾಗಲಿ: [38, 767, 839, 822]
- calendar-event: ನೇತಾಜಿ ಸುಭಾಷ್ ಚಂದ್ರಬೋಸ್ ಜಯಂತಿ: [1221, 454, 1401, 470]
- calendar-list: [1132, 151, 1481, 705]
- calendar-title: ಜನವರಿ 2025ರಲ್ಲಿ ಪ್ರಮುಖ ದಿನಗಳು: [1132, 115, 1481, 151]
- calendar-event: ರಾಷ್ಟ್ರೀಯ ಹೆಣ್ಣು ಮಕ್ಕಳ ದಿನ: [1221, 475, 1345, 491]
- story8-col3: ಸಹಾಯಕ ತೋಟಗಾರಿಕೆ ನಿರ್ದೇಶಕರ ಕಚೇರಿ– 9686503500, ಗುಬ್ಬಿ– 9535781963, ಶಿರಾ–9844042356, ಕುಣಿಗಲ್–9606570210, ತಿಪಟೂರು–9845014293, ಚಿಕ್ಕನಾಯಕನಹಳ್ಳಿ–9686056705, ಪಾವಗಡ–9916378199, ತುರುವೇಕೆರೆ–9448416334, ಕೊರಟಗೆರೆ–9448001644 ಹಾಗೂ ಪಾವಗಡ–9448448970ನ್ನು ಸಂಪರ್ಕಿಸಬಹುದೆಂದು ತೋಟಗಾರಿಕೆ ಉಪನಿರ್ದೇಶಕ ಶಾರದಮ್ಮ ತಿಳಿಸಿದ್ದಾರೆ.: [523, 2093, 756, 2270]
- calendar-row: [1132, 599, 1481, 621]
- section-rule-2: [30, 1438, 941, 1441]
- calendar-event: ಹೊಸ ವರ್ಷದ ದಿನ: [1221, 159, 1306, 175]
- section-rule-3: [950, 1216, 1482, 1218]
- masthead-rule: [30, 45, 1482, 48]
- calendar-date: 1 ಜನವರಿ: [1136, 159, 1182, 175]
- calendar-event: ಅನಾಥರ ವಿಶ್ವ ದಿನ: [1221, 222, 1302, 238]
- story8-col1: ತುಮಕೂರು: ತೋಟಗಾರಿಕೆ ಇಲಾಖೆಯು ತೋಟಗಾರಿಕೆ ರೈತರು ಹಾಗೂ ಉದ್ದಿಮೆದಾರರಿಗೆ ಸಹಾಯಧನ ನೀಡಲು ಅರ್ಜಿ ಆಹ್ವಾನಿಸಿದೆ. ಆರಿಕೆ ಸುಲಿಯುವ ಯಂತ್ರ, ದೋಟಿ, ಬ್ರಷ್ ಕಟರ್, ಟಿಲ್ಲರ್, ಪವರ್ ವೀಡರ್, ಸ್ಪ್ರೇಯರ್, ರೋಟೋವೇಟರ್, ಟ್ರ್ಯಾಕ್ಟರ್ ಹಾಗೂ ಇತರೆ ಯಂತ್ರಗಳನ್ನು (ಗರಿಷ್ಠ 1.25 ಲಕ್ಷ ರೂ.ಅಥವಾ 5 ಯಂತ್ರೋಪಕರಣಗಳಿಗೆ ಮಾತ್ರ) ಖರೀದಿಸಲು ಸಹಾಯಧನ ನೀಡಲಾಗುವುದು. ಆಸಕ್ತ ರೈತರು ಹಾಗೂ ಉದ್ದಿಮೆದಾರರು ಭರ್ತಿ ಮಾಡಿದ ಅರ್ಜಿಯೊಂದಿಗೆ: [38, 2093, 271, 2270]
- calendar-event: ವಿಶ್ವ ಹಿಂದಿ ದಿನ: [1221, 285, 1288, 301]
- calendar-row: [1132, 536, 1481, 557]
- calendar-date: 15 ಜನವರಿ: [1136, 412, 1190, 428]
- calendar-event: ರಾಷ್ಟ್ರೀಯ ಮತದಾರರ ದಿನ: [1221, 496, 1335, 512]
- calendar-row: [1132, 494, 1481, 515]
- calendar-row: [1132, 557, 1481, 578]
- calendar-row: [1132, 410, 1481, 431]
- calendar-date: 26 ಜನವರಿ: [1136, 560, 1190, 575]
- calendar-row: [1132, 578, 1481, 599]
- calendar-date: ವಾರ್ಷಿಕೋತ್ಸವ: [1136, 623, 1203, 639]
- story6-col1: ಹುಲಿಯೂರು: ಸ್ವಾತಂತ್ರ್ಯ ಪೂರ್ವದಲ್ಲಿಯೇ ಮಹಿಳೆಯರ ಅವಕಾಶಕ್ಕಾಗಿ ಹೋರಾಡಿದ ದಿಟ್ಟ ಮಹಿಳೆ ಸಾವಿತ್ರಿಬಾಯಿ ಫುಲೆ ಅವರಾಗಿದ್ದು, ಆಕೆಯ ಹೆಸರು ಭಾರತದ ಇತಿಹಾಸ ಪುಟದಲ್ಲಿ ಅಚ್ಚಳಿಯದೆ ಉಳಿದಿದೆ ಎಂದು ಮುಖ್ಯಶಿಕ್ಷಕ ನಾಗರತ್ನಮ್ಮ ಬಣ್ಣಿಸಿದರು. ಹುಲಿಯೂರು ಹೋಬಳಿಯ ಗೋಪಾಲಪುರ ಸರ್ಕಾರಿ ಕಿರಿಯ ಪ್ರಾಥಮಿಕ ಪಾಠಶಾಲೆಯಲ್ಲಿ ಶುಕ್ರವಾರ ಆಯೋಜಿಸಿದ್ದ ಸಾವಿತ್ರಿಬಾಯಿ ಫುಲೆ ಜಯಂತಿಯಲ್ಲಿ ಅವರು ಮಾತನಾಡಿದರು.: [38, 1765, 230, 1963]
- story1-col1: ಕೊರಟಗೆರೆ: ಮಿನಿ ಲಾಲ್‌ಬಾಗ್‌ಗೆ ವನಭೇಟಿ ಕಾರ್ಯಕ್ರಮಕ್ಕೆ ಹೋಗಿ ಬರುವಾಗ ಮುಖ್ಯರಸ್ತೆಯ ತಿರುವಿನಲ್ಲಿ ಟಾಟಾಏಸಿ ವಾಹನ ಪಲ್ಟಿಯಾದ ಪರಿಣಾಮ ವಾಹನದಲ್ಲಿದ್ದ 15ಜನ ವಿದ್ಯಾರ್ಥಿಗಳಿಗೆ ಗಂಭೀರ ಗಾಯಗಳಾಗಿ 20ಕ್ಕೂ ಅಧಿಕ ಮಕ್ಕಳ ಜೊತೆ ಶಿಕ್ಷಕರು ಅಪಾಯದಿಂದ ಪಾರಾಗಿರುವ ಘಟನೆ ಗುರುವಾರ ನಡೆದಿದೆ. ಕೊರಟಗೆರೆ ತಾಲ್ಲೂಕು ಕೋಳಾಲ ಹೋಬಳಿ ದೊಡ್ಡಸಾಗ್ಗೆರೆ ಮತ್ತು ಮಾವತ್ತೂರು ಮುಖ್ಯರಸ್ತೆಯ ಗೌಡನಕುಂಟೆ ಕ್ರಾಸಿನ ಬಳಿ ಚಾಲಕನ ನಿಯಂತ್ರಣ ತಪ್ಪಿದ ಟಾಟಾಏಸಿ ವಾಹನ ಪಲ್ಟಿಹೊಡೆದು 15ಜನ ಮಕ್ಕಳ ಕೈಕಾಲು, ತಲೆ, ಹೊಟ್ಟೆ ಮತ್ತು ಮೂಗಿಗೆ ಗಂಭೀರ ಗಾಯಗಳಾಗಿ ದೊಡ್ಡಸಾಗ್ಗೆರೆ ಮತ್ತು ಕೊರಟಗೆರೆ ಸಾರ್ವಜನಿಕ ಆಸ್ಪತ್ರೆಯಲ್ಲಿ ಚಿಕಿತ್ಸೆ: [38, 210, 312, 407]
- page-number: 2: [1465, 14, 1480, 40]
- masthead-title: Praja Mana Kannada daily: [1129, 18, 1374, 38]
- story7-col1b: ಇ–ಮೇಲ್ ಮೂಲಕ ಕಳುಹಿಸಬಹುದಾಗಿದೆ ಎಂದು ಕರ್ನಾಟಕ ಮಾಧ್ಯಮ ಅಕಾಡೆಮಿಯ ಪ್ರಕಟಣೆ ತಿಳಿಸಿದೆ.: [438, 1965, 842, 1979]
- calendar-row: [1132, 220, 1481, 241]
- calendar-event: ಜಾಗತಿಕ ಕುಟುಂಬ ದಿನ: [1221, 180, 1319, 196]
- story2-col1: ತುಮಕೂರು: ಜಿಲ್ಲಾ ಕನ್ನಡ ಸೇನೆ ಮಹಿಳಾ ಘಟಕದಿಂದ ಶುಕ್ರವಾರ ನಗರದಲ್ಲಿ ಸಾವಿತ್ರಿ ಬಾಯಿ ಫುಲೆ ಅವರ 194ನೇ ಜಯಂತಿ ಆಚರಿಸಿ ಅಕ್ಷರದವ್ವನ ಸಾಮಾಜಿಕ, ಶೈಕ್ಷಣಿಕ ಕೊಡುಗೆ ಸ್ಮರಿಸಲಾಯಿತು. ಸರ್ಕಾರಿ ಪದವಿ ಪೂರ್ವ ಕಾಲೇಜು ಸಭಾಂಗಣದಲ್ಲಿ ನಡೆದ ಸಮಾರಂಭದಲ್ಲಿ ಕಾಲೇಜಿನ ಪ್ರಾಂಶುಪಾಲರು ಹಾಗೂ ಅತಿಥಿಗಳು ಸಾವಿತ್ರಿ ಬಾಯಿ ಫುಲೆ ಅವರ ಭಾವಚಿತ್ರಕ್ಕೆ ಪುಷ್ಪ ನಮನ ಸಲ್ಲಿಸಿ ಗೌರವ ಸಮರ್ಪಿಸಿದರು. ಕನ್ನಡ ಸೇನೆಯ ಮಹಿಳಾ ಘಟಕದ ಅಧ್ಯಕ್ಷೆ ಪುಷ್ಪಾ ಅರುಣ್‌ಕುಮಾರ್ ಮಾತನಾಡಿ, ಹೆಣ್ಣು ಮಕ್ಕಳಿಗೆ ಶಿಕ್ಷಣವೇ ದೊರೆಯದಿದ್ದ ಕಾಲಘಟ್ಟದಲ್ಲಿ ದೇಶದ ಮೊದಲ ಮಹಿಳಾ ಶಿಕ್ಷಕಿಯಾಗಿ ಹೆಣ್ಣು ಮಕ್ಕಳಿಗೆ ಶಿಕ್ಷಣ ಭಾಗ್ಯ ಕಲ್ಪಿಸಿ, ಆ ಮೂಲಕ ಹೊಸ ಸಾಮಾಜಿಕ ವ್ಯವಸ್ಥೆಗೆ ನಾಂದಿಯಾದ ಸಾವಿತ್ರಿ ಬಾಯಿ ಅವರು ಈ ದೇಶದ ಎಲ್ಲಾ ಹೆಣ್ಣುಮಕ್ಕಳ ಸಾಧನೆಗೆ ಸ್ಫೂರ್ತಿಯಾಗಬೇಕು ಎಂದು ಆಶಿಸಿದರು. ಬಾಲ್ಯ ವಿವಾಹ, ಸತಿ ಸಹಗಮನದಂತಹ ಪದ್ಧತಿ ಹಾಗೂ ಸಮಾಜದ ಅನಿಷ್ಟಗಳ: [38, 903, 279, 1202]
